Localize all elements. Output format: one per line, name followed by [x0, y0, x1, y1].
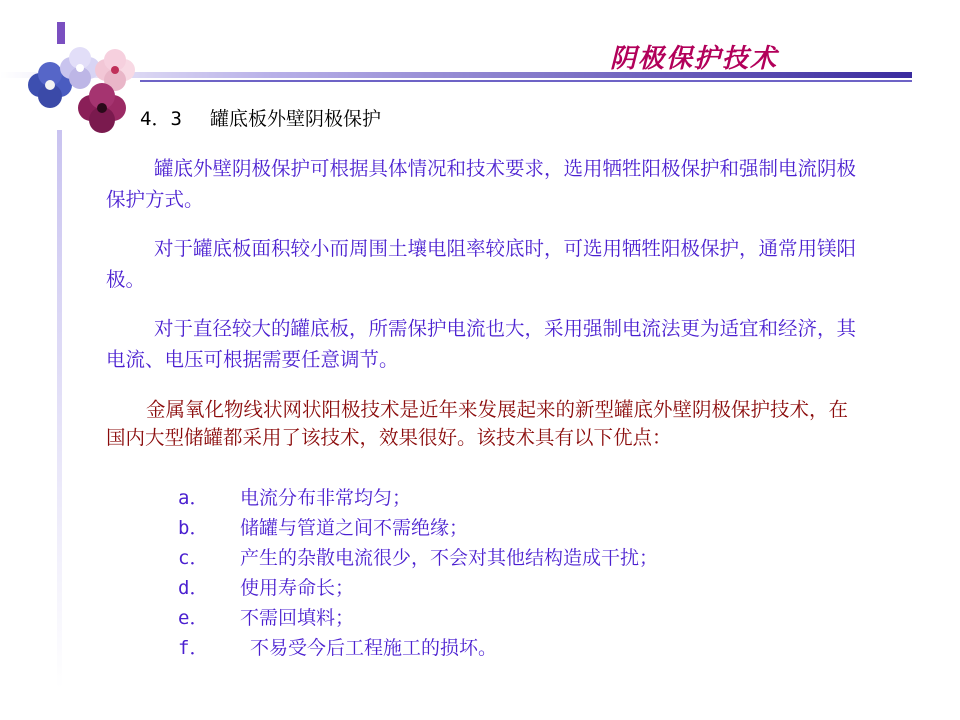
list-item: [178, 573, 658, 603]
list-marker: c．: [178, 547, 209, 569]
section-number: 4．3: [140, 108, 182, 130]
list-marker: a．: [178, 487, 209, 509]
header-divider-thin: [140, 80, 912, 82]
list-marker: e．: [178, 607, 209, 629]
paragraph: 对于罐底板面积较小而周围土壤电阻率较底时，可选用牺牲阳极保护，通常用镁阳极。: [106, 237, 857, 291]
list-marker: f．: [178, 637, 209, 659]
paragraph: 对于直径较大的罐底板，所需保护电流也大，采用强制电流法更为适宜和经济，其电流、电压可根据需要任意调节。: [106, 317, 857, 371]
list-marker: d．: [178, 577, 209, 599]
list-marker: b．: [178, 517, 209, 539]
section-title: 罐底板外壁阴极保护: [209, 108, 381, 130]
list-text: 不易受今后工程施工的损坏。: [250, 637, 498, 659]
section-heading: [140, 104, 381, 131]
page-title: 阴极保护技术: [610, 44, 779, 74]
paragraph-intro-advantages: 金属氧化物线状网状阳极技术是近年来发展起来的新型罐底外壁阴极保护技术，在国内大型储罐都采用了该技术，效果很好。该技术具有以下优点：: [106, 398, 849, 449]
flower-cluster-icon: [20, 40, 150, 140]
advantages-list: [178, 483, 658, 663]
list-text: 电流分布非常均匀；: [240, 487, 412, 509]
list-item: [178, 543, 658, 573]
decorative-bar-side: [57, 130, 62, 690]
paragraph: 罐底外壁阴极保护可根据具体情况和技术要求，选用牺牲阳极保护和强制电流阴极保护方式。: [106, 157, 857, 211]
list-item: [178, 603, 658, 633]
list-text: 储罐与管道之间不需绝缘；: [240, 517, 469, 539]
list-item: [178, 513, 658, 543]
list-text: 不需回填料；: [240, 607, 355, 629]
list-item: [178, 633, 658, 663]
list-text: 使用寿命长；: [240, 577, 355, 599]
list-item: [178, 483, 658, 513]
list-text: 产生的杂散电流很少，不会对其他结构造成干扰；: [240, 547, 659, 569]
